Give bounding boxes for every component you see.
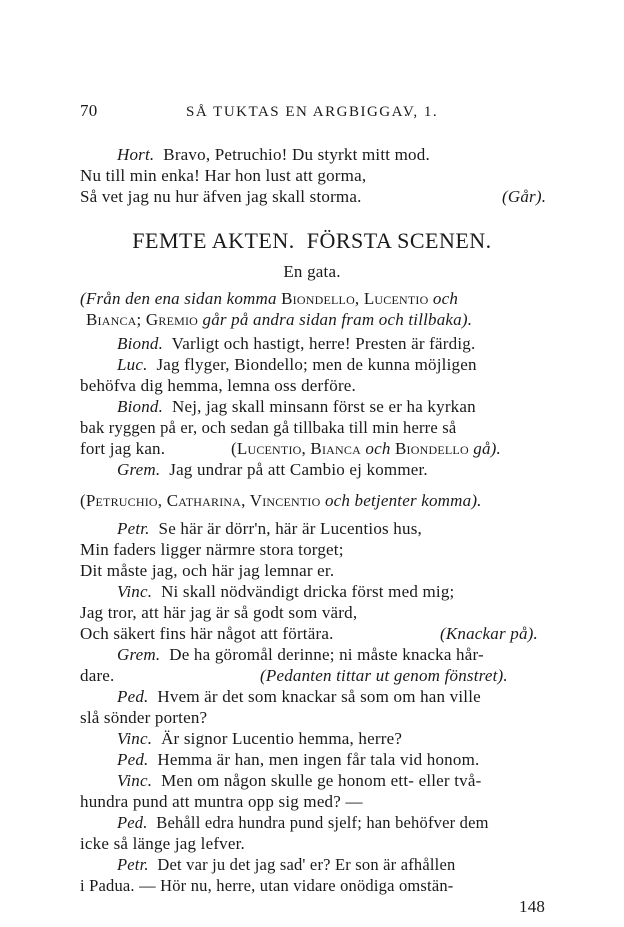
speaker-name: Petr.: [117, 855, 149, 874]
stage-direction: [80, 491, 482, 511]
speech-line: [117, 519, 422, 539]
line-text: Nej, jag skall minsann först se er ha kyrkan: [171, 397, 476, 416]
signature-mark: 148: [519, 897, 546, 916]
line-text: Hemma är han, men ingen får tala vid honom.: [157, 750, 480, 769]
line-text: Ni skall nödvändigt dricka först med mig;: [161, 582, 455, 601]
line-text: De ha göromål derinne; ni måste knacka hår-: [169, 645, 484, 664]
speaker-name: Grem.: [117, 645, 161, 664]
act-title: FEMTE AKTEN. FÖRSTA SCENEN.: [132, 228, 492, 253]
line-text: Hvem är det som knackar så som om han ville: [157, 687, 481, 706]
speech-line: [117, 855, 455, 875]
stage-direction: [86, 310, 472, 330]
speaker-name: Ped.: [117, 813, 148, 832]
verse-line: Jag tror, att här jag är så godt som värd,: [80, 603, 358, 622]
speech-line: [117, 687, 481, 707]
speech-line: [117, 729, 402, 749]
page-number: 70: [80, 101, 98, 120]
verse-line: Min faders ligger närmre stora torget;: [80, 540, 344, 559]
speech-line: [117, 813, 489, 833]
speech-line: [117, 750, 479, 770]
speech-line: [117, 355, 477, 375]
verse-line: Nu till min enka! Har hon lust att gorma,: [80, 166, 367, 185]
speech-line: [117, 771, 481, 791]
speaker-name: Biond.: [117, 397, 164, 416]
direction-text: och: [428, 289, 459, 308]
character-names: Lucentio, Bianca: [236, 439, 361, 458]
stage-direction: [231, 439, 501, 459]
speech-line: [117, 460, 428, 480]
speaker-name: Vinc.: [117, 582, 153, 601]
speaker-name: Ped.: [117, 750, 149, 769]
verse-line: Och säkert fins här något att förtära.: [80, 624, 334, 643]
character-names: Biondello: [395, 439, 469, 458]
speaker-name: Biond.: [117, 334, 164, 353]
speech-line: [117, 334, 475, 354]
stage-direction: [80, 289, 458, 309]
speaker-name: Petr.: [117, 519, 150, 538]
character-names: Petruchio, Catharina, Vincentio: [85, 491, 321, 510]
direction-text: och: [360, 439, 396, 458]
speech-line: [117, 582, 454, 602]
speech-line: [117, 397, 476, 417]
speech-line: icke så länge jag lefver.: [80, 834, 246, 853]
speech-line: [117, 145, 430, 165]
speaker-name: Luc.: [117, 355, 148, 374]
line-text: Varligt och hastigt, herre! Presten är färdig.: [171, 334, 476, 353]
speech-line: slå sönder porten?: [80, 708, 208, 727]
speech-line: hundra pund att muntra opp sig med? —: [80, 792, 363, 811]
stage-direction: (Knackar på).: [440, 624, 538, 643]
speaker-name: Hort.: [117, 145, 155, 164]
line-text: Jag undrar på att Cambio ej kommer.: [169, 460, 428, 479]
speech-line: dare.: [80, 666, 115, 685]
direction-text: gå).: [468, 439, 501, 458]
speech-line: behöfva dig hemma, lemna oss derföre.: [80, 376, 357, 395]
line-text: Men om någon skulle ge honom ett- eller två-: [161, 771, 482, 790]
character-names: Bianca; Gremio: [86, 310, 199, 329]
stage-direction: (Går).: [502, 187, 547, 206]
line-text: Jag flyger, Biondello; men de kunna möjligen: [156, 355, 477, 374]
direction-text: och betjenter komma).: [320, 491, 482, 510]
direction-text: går på andra sidan fram och tillbaka).: [198, 310, 473, 329]
line-text: Är signor Lucentio hemma, herre?: [161, 729, 403, 748]
scene-setting: En gata.: [283, 262, 341, 281]
speaker-name: Grem.: [117, 460, 161, 479]
direction-text: (Från den ena sidan komma: [80, 289, 282, 308]
speaker-name: Ped.: [117, 687, 149, 706]
paren: (: [231, 439, 237, 458]
verse-line: Dit måste jag, och här jag lemnar er.: [80, 561, 335, 580]
act-scene-marker: V, 1.: [403, 104, 439, 120]
speaker-name: Vinc.: [117, 729, 153, 748]
line-text: Bravo, Petruchio! Du styrkt mitt mod.: [163, 145, 430, 164]
line-text: Behåll edra hundra pund sjelf; han behöfver dem: [156, 813, 489, 832]
running-title: SÅ TUKTAS EN ARGBIGGA.: [186, 104, 410, 120]
line-text: Det var ju det jag sad' er? Er son är afhållen: [157, 855, 456, 874]
speech-line: i Padua. — Hör nu, herre, utan vidare onödiga omstän-: [80, 876, 454, 895]
speech-line: fort jag kan.: [80, 439, 166, 458]
verse-line: Så vet jag nu hur äfven jag skall storma.: [80, 187, 362, 206]
line-text: Se här är dörr'n, här är Lucentios hus,: [158, 519, 422, 538]
speech-line: bak ryggen på er, och sedan gå tillbaka till min herre så: [80, 418, 457, 437]
speaker-name: Vinc.: [117, 771, 153, 790]
speech-line: [117, 645, 484, 665]
stage-direction: (Pedanten tittar ut genom fönstret).: [260, 666, 508, 685]
paren: (: [80, 491, 86, 510]
character-names: Biondello, Lucentio: [281, 289, 429, 308]
